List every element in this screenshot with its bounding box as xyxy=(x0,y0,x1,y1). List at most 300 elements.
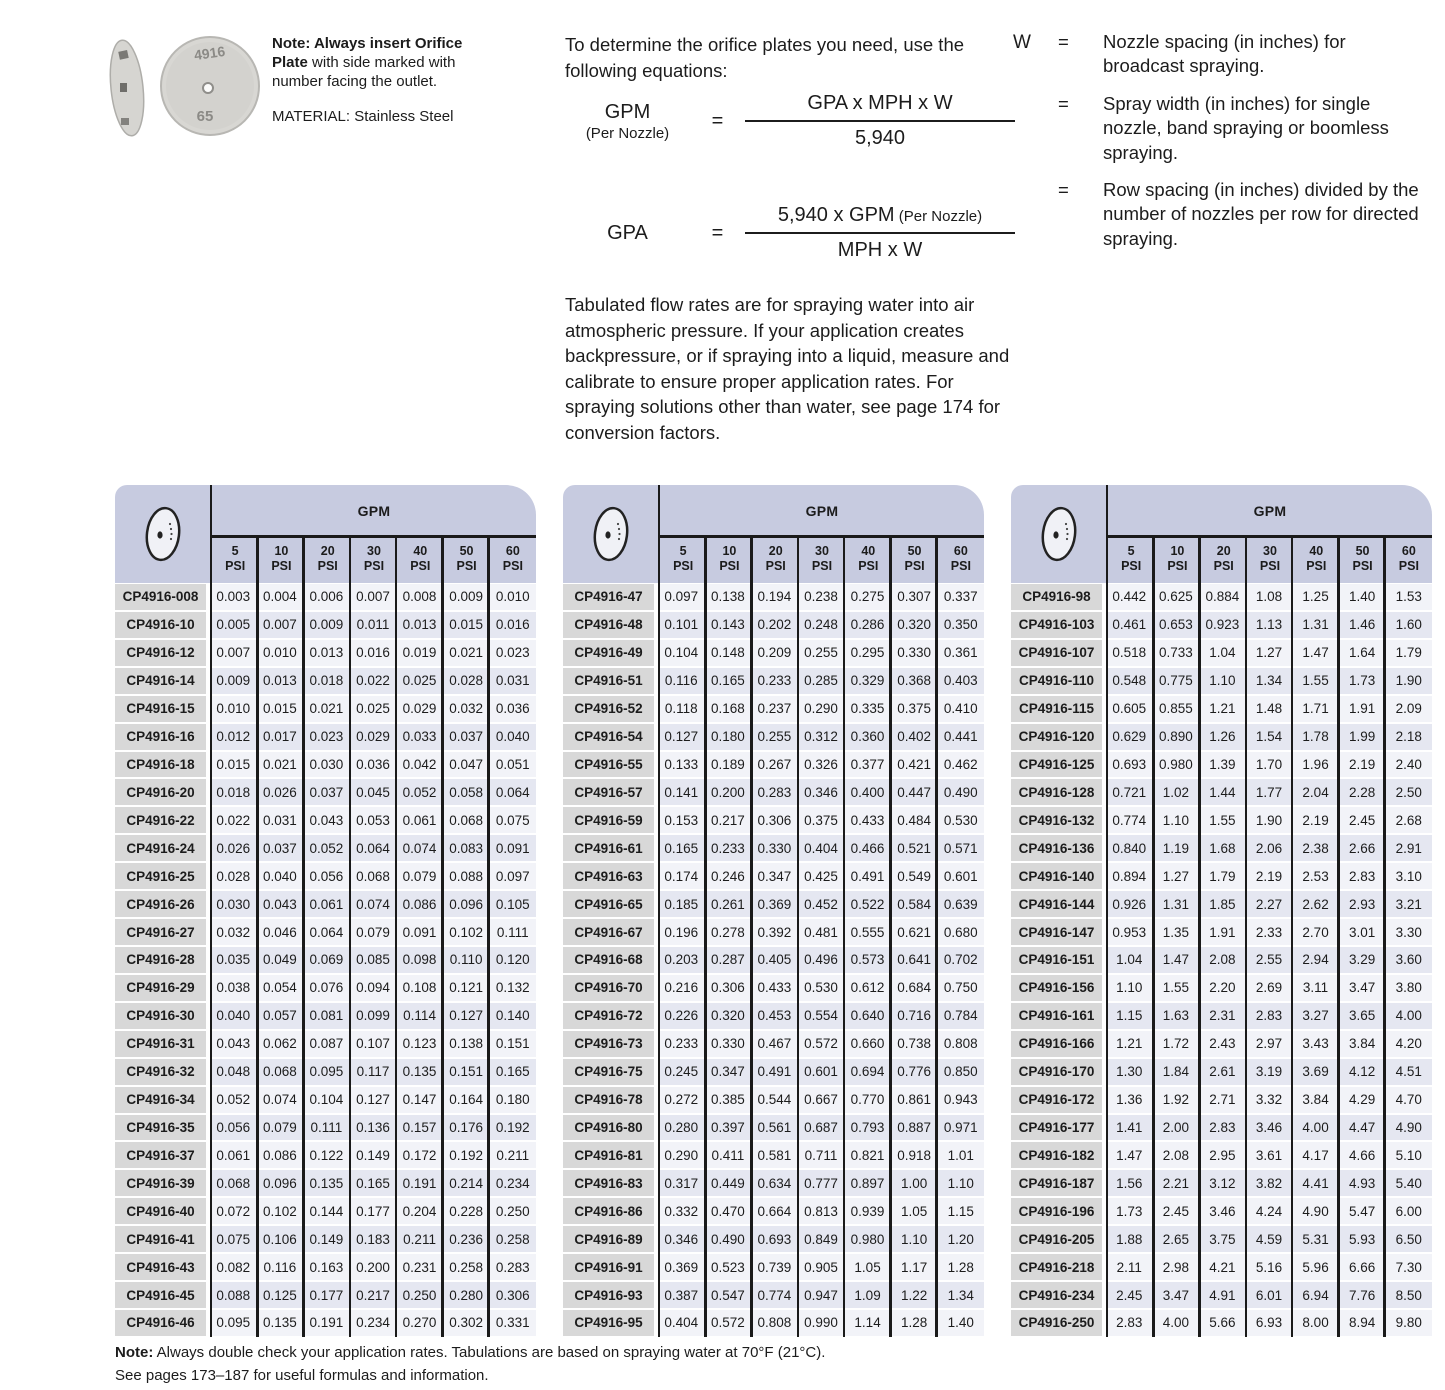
gpm-value-cell: 0.680 xyxy=(937,918,984,946)
gpm-value-cell: 2.66 xyxy=(1339,834,1386,862)
gpm-value-cell: 0.306 xyxy=(489,1281,536,1309)
gpm-value-cell: 2.97 xyxy=(1246,1030,1293,1058)
part-number-cell: CP4916-205 xyxy=(1011,1225,1106,1253)
gpm-value-cell: 0.064 xyxy=(350,834,397,862)
flow-table xyxy=(115,485,536,1337)
gpm-value-cell: 0.733 xyxy=(1153,639,1200,667)
gpm-value-cell: 0.165 xyxy=(489,1058,536,1086)
gpm-value-cell: 0.030 xyxy=(303,751,350,779)
gpm-value-cell: 2.94 xyxy=(1292,946,1339,974)
gpm-value-cell: 0.031 xyxy=(489,667,536,695)
gpm-value-cell: 0.106 xyxy=(257,1225,304,1253)
part-number-cell: CP4916-35 xyxy=(115,1114,210,1142)
column-divider-line xyxy=(349,535,352,1337)
gpm-value-cell: 0.037 xyxy=(443,723,490,751)
gpm-lhs-sub: (Per Nozzle) xyxy=(585,124,670,142)
gpm-value-cell: 0.114 xyxy=(396,1002,443,1030)
gpm-value-cell: 0.776 xyxy=(891,1058,938,1086)
gpm-value-cell: 0.135 xyxy=(303,1169,350,1197)
gpm-value-cell: 0.046 xyxy=(257,918,304,946)
gpm-value-cell: 0.018 xyxy=(303,667,350,695)
gpm-value-cell: 0.052 xyxy=(303,834,350,862)
gpm-value-cell: 0.052 xyxy=(396,778,443,806)
column-divider-line xyxy=(750,535,753,1337)
gpm-value-cell: 1.84 xyxy=(1153,1058,1200,1086)
part-number-cell: CP4916-161 xyxy=(1011,1002,1106,1030)
gpm-value-cell: 0.640 xyxy=(844,1002,891,1030)
part-number-cell: CP4916-48 xyxy=(563,611,658,639)
gpm-value-cell: 0.003 xyxy=(210,583,257,611)
gpm-value-cell: 0.923 xyxy=(1199,611,1246,639)
gpm-value-cell: 0.231 xyxy=(396,1253,443,1281)
gpm-value-cell: 2.68 xyxy=(1385,806,1432,834)
gpm-value-cell: 0.629 xyxy=(1106,723,1153,751)
gpm-value-cell: 0.043 xyxy=(210,1030,257,1058)
gpm-value-cell: 0.151 xyxy=(489,1030,536,1058)
gpm-value-cell: 0.397 xyxy=(705,1114,752,1142)
gpm-value-cell: 0.330 xyxy=(891,639,938,667)
gpm-value-cell: 1.34 xyxy=(937,1281,984,1309)
gpm-value-cell: 0.385 xyxy=(705,1086,752,1114)
gpm-value-cell: 2.83 xyxy=(1339,862,1386,890)
gpm-value-cell: 5.10 xyxy=(1385,1141,1432,1169)
gpm-value-cell: 0.774 xyxy=(751,1281,798,1309)
gpm-value-cell: 1.60 xyxy=(1385,611,1432,639)
gpm-value-cell: 4.91 xyxy=(1199,1281,1246,1309)
gpm-value-cell: 1.22 xyxy=(891,1281,938,1309)
gpm-value-cell: 0.049 xyxy=(257,946,304,974)
part-number-cell: CP4916-008 xyxy=(115,583,210,611)
gpm-value-cell: 0.168 xyxy=(705,695,752,723)
gpm-value-cell: 0.250 xyxy=(489,1197,536,1225)
gpm-value-cell: 0.180 xyxy=(489,1086,536,1114)
gpm-value-cell: 0.057 xyxy=(257,1002,304,1030)
gpm-value-cell: 4.21 xyxy=(1199,1253,1246,1281)
gpm-value-cell: 2.09 xyxy=(1385,695,1432,723)
gpm-value-cell: 1.10 xyxy=(1153,806,1200,834)
gpm-value-cell: 0.346 xyxy=(798,778,845,806)
part-number-cell: CP4916-86 xyxy=(563,1197,658,1225)
gpm-value-cell: 0.971 xyxy=(937,1114,984,1142)
gpm-value-cell: 0.295 xyxy=(844,639,891,667)
gpm-value-cell: 0.054 xyxy=(257,974,304,1002)
gpm-value-cell: 0.068 xyxy=(443,806,490,834)
gpm-value-cell: 1.48 xyxy=(1246,695,1293,723)
gpm-value-cell: 6.66 xyxy=(1339,1253,1386,1281)
part-number-cell: CP4916-52 xyxy=(563,695,658,723)
gpm-value-cell: 0.258 xyxy=(489,1225,536,1253)
gpm-value-cell: 0.025 xyxy=(396,667,443,695)
gpm-value-cell: 0.326 xyxy=(798,751,845,779)
gpm-value-cell: 0.122 xyxy=(303,1141,350,1169)
part-number-cell: CP4916-43 xyxy=(115,1253,210,1281)
table-body xyxy=(115,583,536,1337)
gpm-value-cell: 0.808 xyxy=(751,1309,798,1337)
gpm-value-cell: 0.918 xyxy=(891,1141,938,1169)
gpm-value-cell: 0.023 xyxy=(303,723,350,751)
part-number-cell: CP4916-128 xyxy=(1011,778,1106,806)
insert-note-rest: with side marked with number facing the outlet. xyxy=(272,54,456,91)
gpm-value-cell: 2.95 xyxy=(1199,1141,1246,1169)
gpm-value-cell: 0.721 xyxy=(1106,778,1153,806)
gpm-value-cell: 0.411 xyxy=(705,1141,752,1169)
gpm-value-cell: 0.118 xyxy=(658,695,705,723)
gpm-value-cell: 0.849 xyxy=(798,1225,845,1253)
gpm-value-cell: 1.54 xyxy=(1246,723,1293,751)
part-number-cell: CP4916-147 xyxy=(1011,918,1106,946)
gpm-value-cell: 0.120 xyxy=(489,946,536,974)
gpm-value-cell: 0.694 xyxy=(844,1058,891,1086)
gpm-value-cell: 1.10 xyxy=(1106,974,1153,1002)
gpm-value-cell: 4.12 xyxy=(1339,1058,1386,1086)
gpm-value-cell: 0.127 xyxy=(658,723,705,751)
column-divider-line xyxy=(210,485,213,1337)
gpm-value-cell: 0.470 xyxy=(705,1197,752,1225)
flow-table xyxy=(1011,485,1432,1337)
column-divider-line xyxy=(1106,485,1109,1337)
footer-line-2: See pages 173–187 for useful formulas and information. xyxy=(115,1367,489,1385)
gpm-value-cell: 0.026 xyxy=(257,778,304,806)
gpm-value-cell: 0.016 xyxy=(489,611,536,639)
gpm-value-cell: 4.66 xyxy=(1339,1141,1386,1169)
gpm-value-cell: 0.404 xyxy=(658,1309,705,1337)
column-divider-line xyxy=(256,535,259,1337)
gpm-value-cell: 0.320 xyxy=(891,611,938,639)
gpm-value-cell: 0.091 xyxy=(396,918,443,946)
gpm-value-cell: 0.097 xyxy=(658,583,705,611)
gpm-value-cell: 0.086 xyxy=(396,890,443,918)
gpm-value-cell: 0.019 xyxy=(396,639,443,667)
gpm-value-cell: 4.00 xyxy=(1292,1114,1339,1142)
table-header-disc-cell xyxy=(563,485,658,583)
gpm-value-cell: 0.030 xyxy=(210,890,257,918)
gpm-value-cell: 2.38 xyxy=(1292,834,1339,862)
gpm-value-cell: 1.31 xyxy=(1153,890,1200,918)
gpm-value-cell: 1.71 xyxy=(1292,695,1339,723)
gpm-value-cell: 3.47 xyxy=(1153,1281,1200,1309)
gpm-value-cell: 0.660 xyxy=(844,1030,891,1058)
gpm-value-cell: 0.267 xyxy=(751,751,798,779)
psi-header-cell: 5 PSI xyxy=(1121,544,1142,573)
gpm-value-cell: 0.947 xyxy=(798,1281,845,1309)
gpm-value-cell: 0.209 xyxy=(751,639,798,667)
gpm-value-cell: 3.65 xyxy=(1339,1002,1386,1030)
gpm-value-cell: 0.098 xyxy=(396,946,443,974)
part-number-cell: CP4916-156 xyxy=(1011,974,1106,1002)
gpm-value-cell: 1.01 xyxy=(937,1141,984,1169)
gpm-value-cell: 1.27 xyxy=(1153,862,1200,890)
part-number-cell: CP4916-72 xyxy=(563,1002,658,1030)
gpm-value-cell: 0.980 xyxy=(1153,751,1200,779)
equations-intro: To determine the orifice plates you need, use the following equations: xyxy=(565,34,965,81)
gpm-value-cell: 1.41 xyxy=(1106,1114,1153,1142)
gpm-value-cell: 0.051 xyxy=(489,751,536,779)
gpm-value-cell: 6.94 xyxy=(1292,1281,1339,1309)
equals-sign: = xyxy=(1058,31,1069,52)
gpm-value-cell: 6.93 xyxy=(1246,1309,1293,1337)
gpm-value-cell: 0.813 xyxy=(798,1197,845,1225)
psi-header-cell: 30 PSI xyxy=(1259,544,1281,573)
gpm-value-cell: 0.421 xyxy=(891,751,938,779)
gpm-value-cell: 0.214 xyxy=(443,1169,490,1197)
gpm-header: GPM xyxy=(1253,502,1287,519)
column-divider-line xyxy=(1152,535,1155,1337)
part-number-cell: CP4916-170 xyxy=(1011,1058,1106,1086)
gpm-value-cell: 5.47 xyxy=(1339,1197,1386,1225)
gpm-value-cell: 0.572 xyxy=(705,1309,752,1337)
table-body xyxy=(1011,583,1432,1337)
gpm-value-cell: 0.038 xyxy=(210,974,257,1002)
gpm-value-cell: 0.522 xyxy=(844,890,891,918)
gpm-value-cell: 0.840 xyxy=(1106,834,1153,862)
gpm-value-cell: 3.61 xyxy=(1246,1141,1293,1169)
gpm-value-cell: 2.83 xyxy=(1106,1309,1153,1337)
gpm-value-cell: 0.521 xyxy=(891,834,938,862)
gpm-value-cell: 0.094 xyxy=(350,974,397,1002)
gpm-value-cell: 1.34 xyxy=(1246,667,1293,695)
part-number-cell: CP4916-18 xyxy=(115,751,210,779)
gpm-value-cell: 0.410 xyxy=(937,695,984,723)
column-divider-line xyxy=(1245,535,1248,1337)
gpm-value-cell: 0.403 xyxy=(937,667,984,695)
gpm-value-cell: 0.283 xyxy=(489,1253,536,1281)
gpm-value-cell: 0.664 xyxy=(751,1197,798,1225)
part-number-cell: CP4916-51 xyxy=(563,667,658,695)
psi-header-cell: 20 PSI xyxy=(765,544,786,573)
gpm-value-cell: 1.72 xyxy=(1153,1030,1200,1058)
gpm-value-cell: 0.074 xyxy=(350,890,397,918)
gpm-value-cell: 0.290 xyxy=(658,1141,705,1169)
gpm-value-cell: 5.93 xyxy=(1339,1225,1386,1253)
gpm-value-cell: 0.018 xyxy=(210,778,257,806)
part-number-cell: CP4916-55 xyxy=(563,751,658,779)
gpm-value-cell: 0.684 xyxy=(891,974,938,1002)
gpm-value-cell: 0.350 xyxy=(937,611,984,639)
gpm-value-cell: 0.544 xyxy=(751,1086,798,1114)
gpm-value-cell: 0.250 xyxy=(396,1281,443,1309)
part-number-cell: CP4916-45 xyxy=(115,1281,210,1309)
gpm-value-cell: 0.013 xyxy=(303,639,350,667)
gpm-value-cell: 0.096 xyxy=(257,1169,304,1197)
gpm-value-cell: 0.530 xyxy=(798,974,845,1002)
gpm-value-cell: 3.19 xyxy=(1246,1058,1293,1086)
part-number-cell: CP4916-25 xyxy=(115,862,210,890)
gpm-value-cell: 0.211 xyxy=(489,1141,536,1169)
gpm-value-cell: 0.095 xyxy=(210,1309,257,1337)
gpm-value-cell: 0.202 xyxy=(751,611,798,639)
gpm-value-cell: 3.75 xyxy=(1199,1225,1246,1253)
part-number-cell: CP4916-14 xyxy=(115,667,210,695)
gpa-equation xyxy=(565,204,1015,262)
psi-header-cell: 30 PSI xyxy=(811,544,833,573)
part-number-cell: CP4916-250 xyxy=(1011,1309,1106,1337)
psi-header-cell: 20 PSI xyxy=(317,544,338,573)
gpm-value-cell: 0.028 xyxy=(443,667,490,695)
gpm-value-cell: 0.368 xyxy=(891,667,938,695)
gpm-value-cell: 0.549 xyxy=(891,862,938,890)
gpm-value-cell: 0.400 xyxy=(844,778,891,806)
gpm-value-cell: 0.228 xyxy=(443,1197,490,1225)
gpm-value-cell: 0.555 xyxy=(844,918,891,946)
gpm-value-cell: 0.174 xyxy=(658,862,705,890)
gpm-value-cell: 0.185 xyxy=(658,890,705,918)
part-number-cell: CP4916-54 xyxy=(563,723,658,751)
gpm-value-cell: 0.317 xyxy=(658,1169,705,1197)
gpm-value-cell: 1.10 xyxy=(937,1169,984,1197)
gpm-value-cell: 2.31 xyxy=(1199,1002,1246,1030)
gpm-value-cell: 0.138 xyxy=(443,1030,490,1058)
gpm-value-cell: 1.02 xyxy=(1153,778,1200,806)
gpm-value-cell: 0.040 xyxy=(210,1002,257,1030)
gpm-value-cell: 0.087 xyxy=(303,1030,350,1058)
part-number-cell: CP4916-10 xyxy=(115,611,210,639)
gpm-value-cell: 2.08 xyxy=(1199,946,1246,974)
gpm-value-cell: 0.149 xyxy=(303,1225,350,1253)
gpm-value-cell: 0.272 xyxy=(658,1086,705,1114)
gpm-value-cell: 1.90 xyxy=(1385,667,1432,695)
gpm-value-cell: 0.125 xyxy=(257,1281,304,1309)
orifice-plates-photo xyxy=(95,26,270,146)
gpm-value-cell: 0.234 xyxy=(489,1169,536,1197)
gpm-value-cell: 0.980 xyxy=(844,1225,891,1253)
gpm-value-cell: 0.177 xyxy=(303,1281,350,1309)
gpm-value-cell: 1.08 xyxy=(1246,583,1293,611)
gpm-value-cell: 1.31 xyxy=(1292,611,1339,639)
gpm-value-cell: 4.00 xyxy=(1153,1309,1200,1337)
gpm-value-cell: 0.641 xyxy=(891,946,938,974)
part-number-cell: CP4916-37 xyxy=(115,1141,210,1169)
gpm-value-cell: 0.029 xyxy=(350,723,397,751)
gpm-value-cell: 0.246 xyxy=(705,862,752,890)
gpm-value-cell: 3.46 xyxy=(1199,1197,1246,1225)
gpm-value-cell: 0.612 xyxy=(844,974,891,1002)
gpm-value-cell: 8.94 xyxy=(1339,1309,1386,1337)
gpm-value-cell: 0.028 xyxy=(210,862,257,890)
psi-header-cell: 10 PSI xyxy=(1167,544,1188,573)
part-number-cell: CP4916-115 xyxy=(1011,695,1106,723)
gpm-value-cell: 1.15 xyxy=(937,1197,984,1225)
gpm-value-cell: 0.149 xyxy=(350,1141,397,1169)
gpm-value-cell: 0.097 xyxy=(489,862,536,890)
part-number-cell: CP4916-172 xyxy=(1011,1086,1106,1114)
flow-rate-tables xyxy=(115,485,1435,1337)
gpm-value-cell: 1.47 xyxy=(1153,946,1200,974)
gpm-value-cell: 0.037 xyxy=(257,834,304,862)
gpm-value-cell: 3.21 xyxy=(1385,890,1432,918)
part-number-cell: CP4916-234 xyxy=(1011,1281,1106,1309)
gpm-value-cell: 0.017 xyxy=(257,723,304,751)
gpm-value-cell: 0.056 xyxy=(303,862,350,890)
gpm-value-cell: 6.00 xyxy=(1385,1197,1432,1225)
gpm-value-cell: 0.897 xyxy=(844,1169,891,1197)
w-definition-text: Spray width (in inches) for single nozzle, band spraying or boomless spraying. xyxy=(1103,92,1389,163)
gpm-value-cell: 0.667 xyxy=(798,1086,845,1114)
gpm-value-cell: 0.048 xyxy=(210,1058,257,1086)
insert-note-bold: Note: Always insert Orifice Plate xyxy=(272,35,463,72)
gpm-value-cell: 0.290 xyxy=(798,695,845,723)
gpm-value-cell: 0.793 xyxy=(844,1114,891,1142)
gpm-value-cell: 0.037 xyxy=(303,778,350,806)
part-number-cell: CP4916-125 xyxy=(1011,751,1106,779)
equals-sign: = xyxy=(711,109,724,132)
part-number-cell: CP4916-22 xyxy=(115,806,210,834)
part-number-cell: CP4916-98 xyxy=(1011,583,1106,611)
gpm-value-cell: 0.490 xyxy=(705,1225,752,1253)
gpm-value-cell: 1.68 xyxy=(1199,834,1246,862)
gpm-value-cell: 0.088 xyxy=(443,862,490,890)
gpm-value-cell: 0.117 xyxy=(350,1058,397,1086)
gpm-value-cell: 1.91 xyxy=(1199,918,1246,946)
gpm-value-cell: 0.111 xyxy=(489,918,536,946)
gpm-value-cell: 1.91 xyxy=(1339,695,1386,723)
gpm-value-cell: 0.491 xyxy=(751,1058,798,1086)
gpm-value-cell: 3.10 xyxy=(1385,862,1432,890)
gpm-value-cell: 0.025 xyxy=(350,695,397,723)
gpm-value-cell: 0.013 xyxy=(257,667,304,695)
gpm-value-cell: 0.151 xyxy=(443,1058,490,1086)
gpm-value-cell: 1.30 xyxy=(1106,1058,1153,1086)
gpm-value-cell: 0.369 xyxy=(751,890,798,918)
gpa-numerator-suffix: (Per Nozzle) xyxy=(894,208,983,225)
gpm-value-cell: 0.605 xyxy=(1106,695,1153,723)
gpm-header: GPM xyxy=(357,502,391,519)
gpm-value-cell: 0.884 xyxy=(1199,583,1246,611)
gpm-value-cell: 0.449 xyxy=(705,1169,752,1197)
gpm-value-cell: 0.283 xyxy=(751,778,798,806)
gpm-value-cell: 0.462 xyxy=(937,751,984,779)
gpm-value-cell: 0.573 xyxy=(844,946,891,974)
gpm-value-cell: 0.108 xyxy=(396,974,443,1002)
part-number-cell: CP4916-136 xyxy=(1011,834,1106,862)
column-divider-line xyxy=(1337,535,1340,1337)
equals-sign: = xyxy=(1058,179,1069,201)
gpm-value-cell: 0.887 xyxy=(891,1114,938,1142)
gpm-value-cell: 0.233 xyxy=(705,834,752,862)
gpm-lhs-label: GPM xyxy=(604,100,651,123)
gpm-value-cell: 0.004 xyxy=(257,583,304,611)
gpm-value-cell: 3.01 xyxy=(1339,918,1386,946)
gpm-value-cell: 4.93 xyxy=(1339,1169,1386,1197)
gpm-value-cell: 0.404 xyxy=(798,834,845,862)
gpm-value-cell: 0.211 xyxy=(396,1225,443,1253)
gpm-value-cell: 1.55 xyxy=(1153,974,1200,1002)
gpm-value-cell: 3.27 xyxy=(1292,1002,1339,1030)
gpm-value-cell: 0.226 xyxy=(658,1002,705,1030)
gpm-value-cell: 3.47 xyxy=(1339,974,1386,1002)
part-number-cell: CP4916-61 xyxy=(563,834,658,862)
gpm-value-cell: 1.14 xyxy=(844,1309,891,1337)
gpm-value-cell: 6.01 xyxy=(1246,1281,1293,1309)
gpm-value-cell: 1.88 xyxy=(1106,1225,1153,1253)
gpm-value-cell: 0.176 xyxy=(443,1114,490,1142)
gpm-value-cell: 0.861 xyxy=(891,1086,938,1114)
gpm-value-cell: 0.163 xyxy=(303,1253,350,1281)
gpm-value-cell: 1.00 xyxy=(891,1169,938,1197)
column-divider-line xyxy=(843,535,846,1337)
gpm-value-cell: 2.98 xyxy=(1153,1253,1200,1281)
gpm-value-cell: 0.136 xyxy=(350,1114,397,1142)
gpm-value-cell: 9.80 xyxy=(1385,1309,1432,1337)
gpm-value-cell: 2.19 xyxy=(1339,751,1386,779)
orifice-plate-icon xyxy=(583,502,639,566)
gpm-value-cell: 0.693 xyxy=(751,1225,798,1253)
gpm-value-cell: 0.101 xyxy=(658,611,705,639)
gpm-value-cell: 0.072 xyxy=(210,1197,257,1225)
table-header-disc-cell xyxy=(115,485,210,583)
part-number-cell: CP4916-67 xyxy=(563,918,658,946)
gpm-value-cell: 6.50 xyxy=(1385,1225,1432,1253)
gpm-value-cell: 0.104 xyxy=(658,639,705,667)
